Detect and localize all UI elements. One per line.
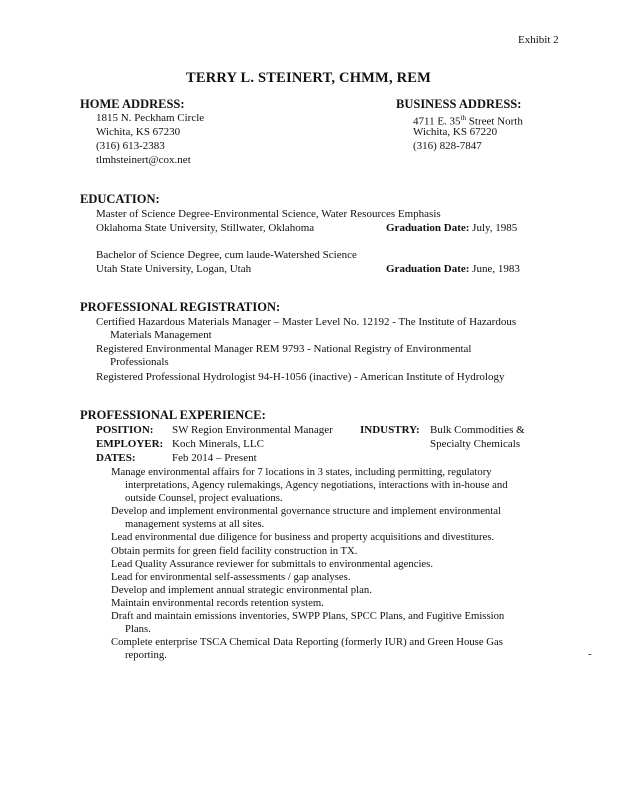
- duties-list: [111, 466, 523, 662]
- industry-value-1: Bulk Commodities &: [430, 424, 525, 436]
- duty-item: Draft and maintain emissions inventories, SWPP Plans, SPCC Plans, and Fugitive Emission Plans.: [111, 610, 505, 636]
- education-heading: EDUCATION:: [80, 192, 160, 206]
- industry-label: INDUSTRY:: [360, 424, 420, 436]
- business-street-number: 4711 E. 35: [413, 115, 461, 128]
- duty-item: Maintain environmental records retention system.: [111, 596, 324, 609]
- duty-item: Obtain permits for green field facility construction in TX.: [111, 544, 358, 557]
- grad-date-label-2: Graduation Date:: [386, 263, 470, 275]
- registration-item-rem: Registered Environmental Manager REM 9793 - National Registry of Environmental Professionals: [96, 343, 472, 368]
- exhibit-label: Exhibit 2: [518, 34, 559, 46]
- home-email: tlmhsteinert@cox.net: [96, 154, 191, 166]
- registration-item-hydrologist: Registered Professional Hydrologist 94-H-1056 (inactive) - American Institute of Hydrology: [96, 371, 505, 383]
- education-degree-2: Bachelor of Science Degree, cum laude-Watershed Science: [96, 249, 357, 261]
- resume-name: TERRY L. STEINERT, CHMM, REM: [185, 70, 432, 86]
- business-street-suffix: th: [460, 114, 467, 122]
- business-street-name: Street North: [466, 115, 523, 128]
- business-city: Wichita, KS 67220: [413, 126, 498, 138]
- employer-value: Koch Minerals, LLC: [172, 438, 264, 450]
- business-street: [413, 111, 523, 128]
- duty-item: Lead for environmental self-assessments / gap analyses.: [111, 570, 351, 583]
- employer-label: EMPLOYER:: [96, 438, 164, 450]
- home-street: 1815 N. Peckham Circle: [96, 112, 205, 124]
- education-grad-1: [386, 221, 517, 235]
- dates-label: DATES:: [96, 452, 136, 464]
- education-school-2: Utah State University, Logan, Utah: [96, 263, 252, 275]
- experience-heading: PROFESSIONAL EXPERIENCE:: [80, 408, 266, 422]
- home-address-heading: HOME ADDRESS:: [80, 97, 185, 111]
- grad-date-label-1: Graduation Date:: [386, 222, 470, 234]
- duty-item: Develop and implement environmental governance structure and implement environmental management systems at all sites.: [111, 505, 501, 531]
- margin-mark: -: [588, 648, 592, 660]
- duty-item: Lead environmental due diligence for business and property acquisitions and divestitures.: [111, 531, 495, 544]
- home-address-block: [96, 111, 204, 167]
- home-phone: (316) 613-2383: [96, 140, 165, 152]
- duty-item: Complete enterprise TSCA Chemical Data Reporting (formerly IUR) and Green House Gas reporting.: [111, 636, 503, 662]
- duty-item: Manage environmental affairs for 7 locations in 3 states, including permitting, regulatory interpretations, Agency rulemakings, Agency negotiations, interactions with in-house and outside Counsel, project evaluations.: [111, 466, 508, 505]
- grad-date-value-1: July, 1985: [472, 222, 518, 234]
- business-address-heading: BUSINESS ADDRESS:: [396, 97, 522, 111]
- registration-heading: PROFESSIONAL REGISTRATION:: [80, 300, 281, 314]
- position-value: SW Region Environmental Manager: [172, 424, 333, 436]
- home-city: Wichita, KS 67230: [96, 126, 181, 138]
- grad-date-value-2: June, 1983: [472, 263, 520, 275]
- business-address-block: [413, 111, 523, 153]
- registration-item-chmm: Certified Hazardous Materials Manager – Master Level No. 12192 - The Institute of Hazardous Materials Management: [96, 316, 517, 341]
- dates-value: Feb 2014 – Present: [172, 452, 257, 464]
- education-grad-2: [386, 262, 520, 276]
- business-phone: (316) 828-7847: [413, 140, 482, 152]
- education-school-1: Oklahoma State University, Stillwater, Oklahoma: [96, 222, 315, 234]
- education-degree-1: Master of Science Degree-Environmental Science, Water Resources Emphasis: [96, 208, 441, 220]
- industry-value-2: Specialty Chemicals: [430, 438, 521, 450]
- duty-item: Lead Quality Assurance reviewer for submittals to environmental agencies.: [111, 557, 434, 570]
- duty-item: Develop and implement annual strategic environmental plan.: [111, 583, 372, 596]
- position-label: POSITION:: [96, 424, 154, 436]
